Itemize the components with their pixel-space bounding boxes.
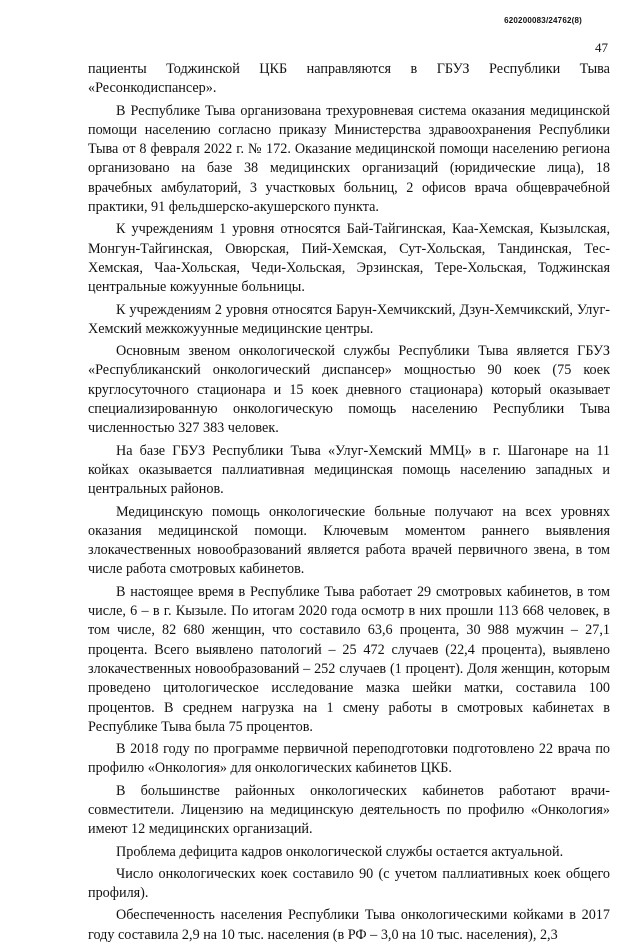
paragraph-training-2018: В 2018 году по программе первичной переподготовки подготовлено 22 врача по профилю «Онкология» для онкологических кабинетов ЦКБ. (88, 741, 610, 777)
document-id: 620200083/24762(8) (504, 16, 582, 25)
page-number: 47 (595, 40, 608, 55)
paragraph-primary-care: Медицинскую помощь онкологические больные получают на всех уровнях оказания медицинской помощи. Ключевым моментом раннего выявления злокачественных новообразований является работа врачей первичного звена, в том числе работа смотровых кабинетов. (88, 503, 610, 578)
paragraph-palliative-care: На базе ГБУЗ Республики Тыва «Улуг-Хемский ММЦ» в г. Шагонаре на 11 койках оказывается паллиативная медицинская помощь населению западных и центральных районов. (88, 442, 610, 498)
paragraph-district-rooms: В большинстве районных онкологических кабинетов работают врачи-совместители. Лицензию на медицинскую деятельность по профилю «Онкология» имеют 12 медицинских организаций. (88, 782, 610, 838)
paragraph-level-1-institutions: К учреждениям 1 уровня относятся Бай-Тайгинская, Каа-Хемская, Кызылская, Монгун-Тайгинская, Овюрская, Пий-Хемская, Сут-Хольская, Тандинская, Тес-Хемская, Чаа-Хольская, Чеди-Хольская, Эрзинская, Тере-Хольская, Тоджинская центральные кожуунные больницы. (88, 221, 610, 296)
paragraph-oncology-dispensary: Основным звеном онкологической службы Республики Тыва является ГБУЗ «Республиканский онкологический диспансер» мощностью 90 коек (75 коек круглосуточного стационара и 15 коек дневного стационара) который оказывает специализированную онкологическую помощь населению Республики Тыва численностью 327 383 человек. (88, 343, 610, 437)
paragraph-bed-provision: Обеспеченность населения Республики Тыва онкологическими койками в 2017 году составила 2,9 на 10 тыс. населения (в РФ – 3,0 на 10 тыс. населения), 2,3 (88, 907, 610, 943)
paragraph-three-level-system: В Республике Тыва организована трехуровневая система оказания медицинской помощи населению согласно приказу Министерства здравоохранения Республики Тыва от 8 февраля 2022 г. № 172. Оказание медицинской помощи населению региона организовано на базе 38 медицинских организаций (юридические лица), 18 врачебных амбулаторий, 3 участковых больниц, 2 офисов врача общеврачебной практики, 91 фельдшерско-акушерского пункта. (88, 102, 610, 216)
paragraph-bed-count: Число онкологических коек составило 90 (с учетом паллиативных коек общего профиля). (88, 865, 610, 902)
paragraph-continuation: пациенты Тоджинской ЦКБ направляются в ГБУЗ Республики Тыва «Ресонкодиспансер». (88, 61, 610, 97)
body-text (88, 60, 610, 948)
paragraph-level-2-institutions: К учреждениям 2 уровня относятся Барун-Хемчикский, Дзун-Хемчикский, Улуг-Хемский межкожуунные медицинские центры. (88, 301, 610, 337)
paragraph-staff-shortage: Проблема дефицита кадров онкологической службы остается актуальной. (116, 843, 564, 860)
paragraph-screening-rooms: В настоящее время в Республике Тыва работает 29 смотровых кабинетов, в том числе, 6 – в г. Кызыле. По итогам 2020 года осмотр в них прошли 113 668 человек, в том числе, 82 680 женщин, что составило 63,6 процента, 30 988 мужчин – 27,1 процента. Всего выявлено патологий – 25 472 случаев (22,4 процента), выявлено злокачественных новообразований – 252 случаев (1 процент). Доля женщин, которым проведено цитологическое исследование мазка шейки матки, составила 100 процентов. В среднем нагрузка на 1 смену работы в смотровых кабинетах в Республике Тыва была 75 процентов. (88, 583, 610, 735)
